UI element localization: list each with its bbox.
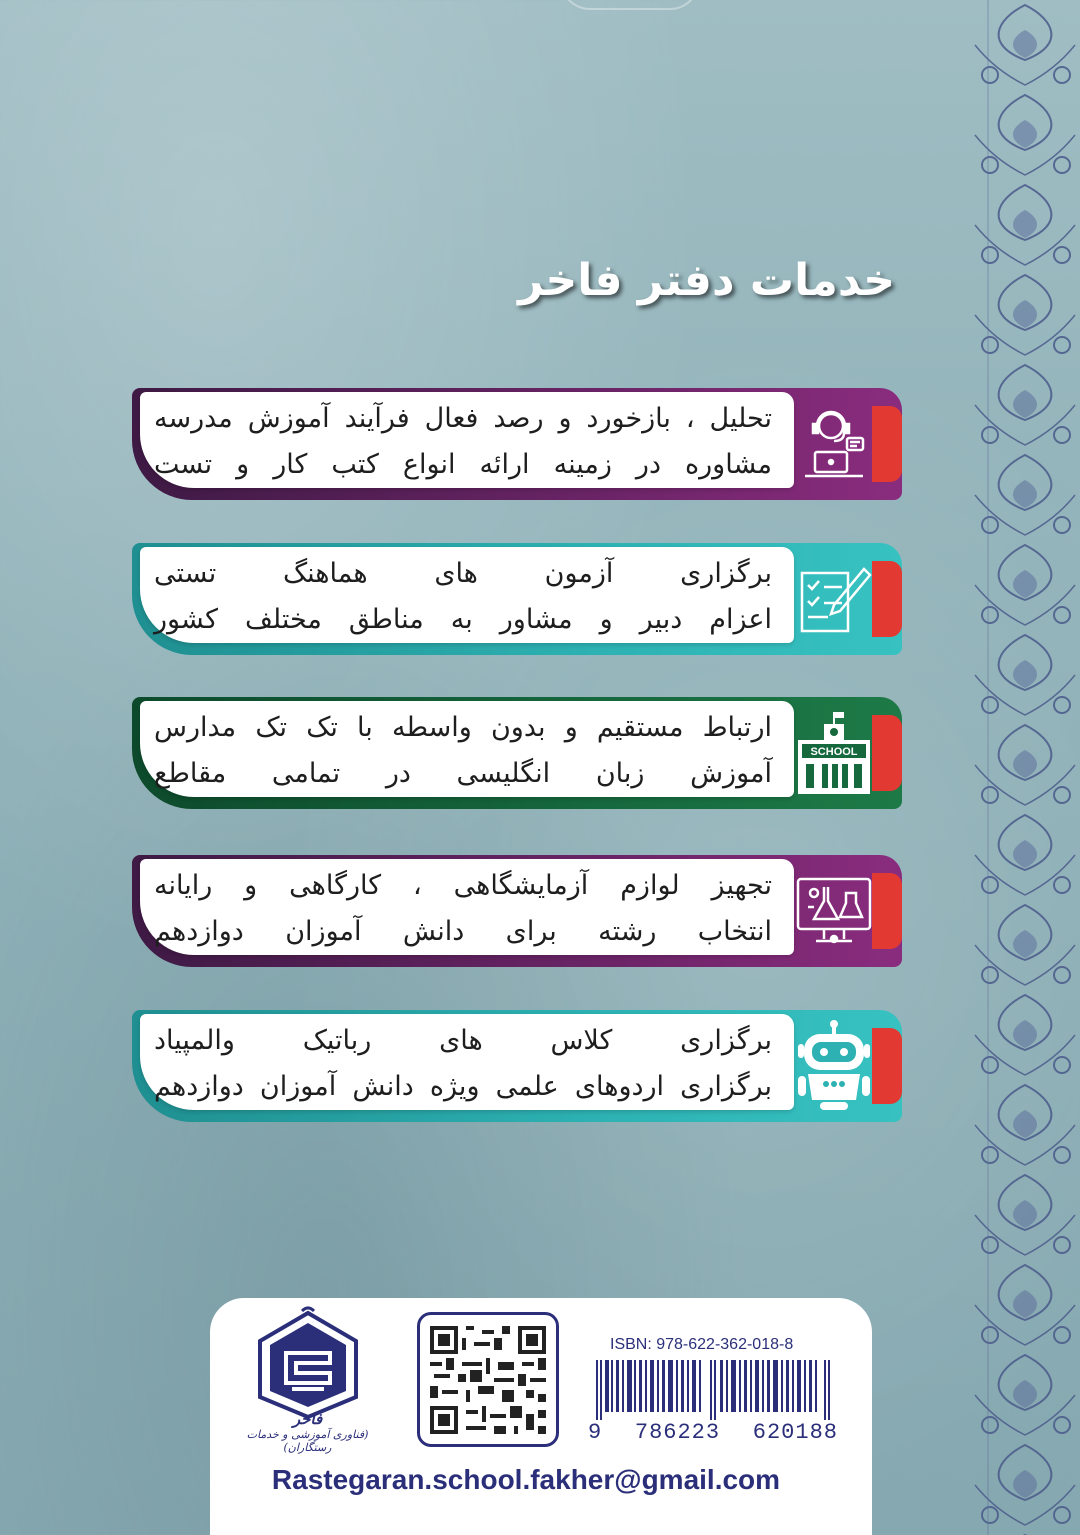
service-line: تحلیل ، بازخورد و رصد فعال فرآیند آموزش مدرسه bbox=[154, 403, 772, 434]
service-card-4 bbox=[132, 855, 902, 967]
exam-checklist-icon bbox=[788, 549, 880, 649]
lab-monitor-icon bbox=[788, 861, 880, 961]
service-line: تجهیز لوازم آزمایشگاهی ، کارگاهی و رایانه bbox=[154, 870, 772, 901]
service-card-2 bbox=[132, 543, 902, 655]
contact-email[interactable]: Rastegaran.school.fakher@gmail.com bbox=[271, 1464, 781, 1495]
service-card-3 bbox=[132, 697, 902, 809]
barcode-digits bbox=[588, 1420, 838, 1445]
service-line: برگزاری آزمون های هماهنگ تستی bbox=[154, 558, 772, 589]
service-line: اعزام دبیر و مشاور به مناطق مختلف کشور bbox=[154, 604, 772, 635]
card-text-box bbox=[140, 701, 794, 797]
isbn-label: ISBN: 978-622-362-018-8 bbox=[610, 1336, 794, 1353]
card-text-box bbox=[140, 859, 794, 955]
service-line: برگزاری اردوهای علمی ویژه دانش آموزان دوازدهم bbox=[154, 1071, 772, 1102]
barcode-digit-group: 786223 bbox=[634, 1420, 721, 1445]
school-label: SCHOOL bbox=[810, 746, 858, 758]
card-text-box bbox=[140, 547, 794, 643]
barcode-digit-group: 620188 bbox=[752, 1420, 838, 1445]
card-text-box bbox=[140, 1014, 794, 1110]
service-line: ارتباط مستقیم و بدون واسطه با تک تک مدارس bbox=[154, 712, 772, 743]
robot-icon bbox=[788, 1016, 880, 1116]
qr-code[interactable] bbox=[417, 1312, 559, 1447]
barcode-digit-group: 9 bbox=[588, 1420, 603, 1445]
service-line: برگزاری کلاس های رباتیک والمپیاد bbox=[154, 1025, 772, 1056]
page-title: خدمات دفتر فاخر bbox=[518, 255, 895, 306]
service-line: مشاوره در زمینه ارائه انواع کتب کار و تست bbox=[154, 449, 772, 480]
logo-name: فاخر bbox=[292, 1410, 323, 1428]
qr-code-icon bbox=[430, 1325, 546, 1435]
service-card-1 bbox=[132, 388, 902, 500]
logo-caption bbox=[225, 1410, 390, 1454]
school-building-icon bbox=[788, 703, 880, 803]
support-agent-icon bbox=[788, 394, 880, 494]
ornamental-border bbox=[970, 0, 1080, 1535]
service-line: انتخاب رشته برای دانش آموزان دوازدهم bbox=[154, 916, 772, 947]
card-text-box bbox=[140, 392, 794, 488]
logo-subtitle: (فناوری آموزشی و خدمات رستگاران) bbox=[246, 1428, 369, 1454]
barcode-icon bbox=[596, 1360, 832, 1420]
top-decoration bbox=[560, 0, 700, 10]
service-line: آموزش زبان انگلیسی در تمامی مقاطع bbox=[154, 758, 772, 789]
service-card-5 bbox=[132, 1010, 902, 1122]
